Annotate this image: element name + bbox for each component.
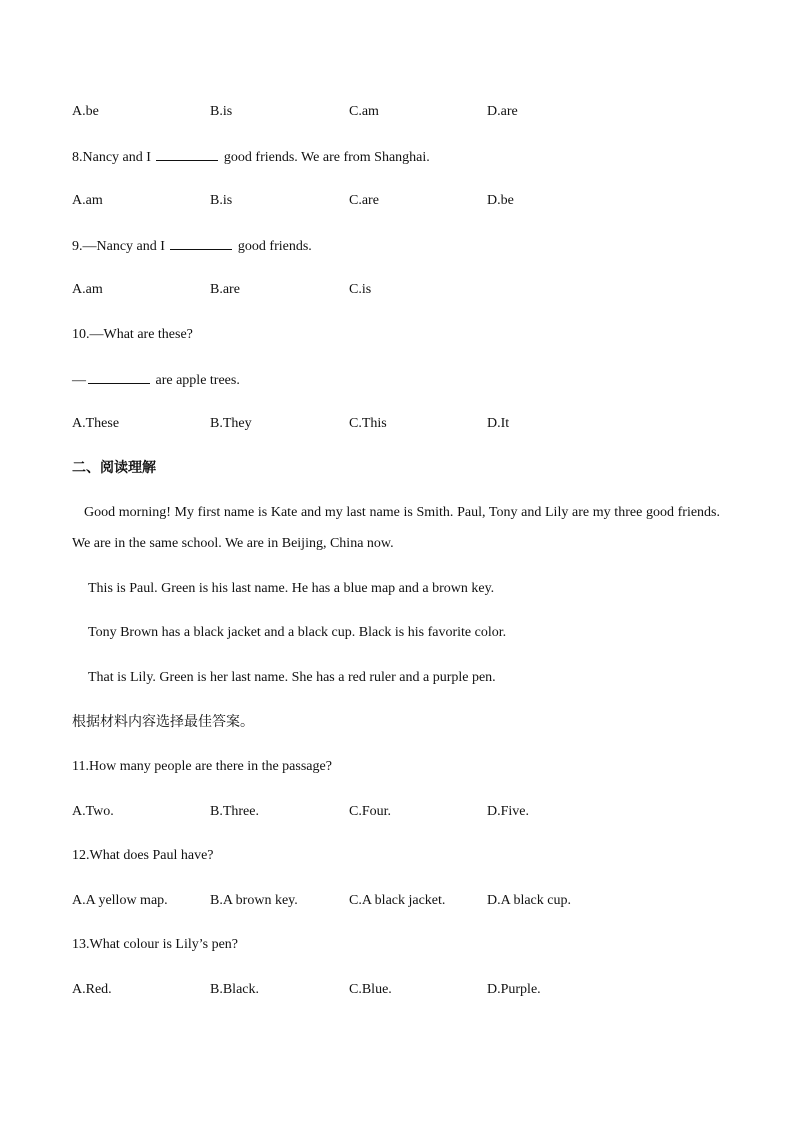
q8-question [72,148,430,167]
q9-option-c: C.is [349,282,372,297]
q9-question [72,237,312,256]
q7-option-c: C.am [349,104,379,119]
q11-option-a: A.Two. [72,804,114,819]
passage-paragraph-1: Good morning! My first name is Kate and my last name is Smith. Paul, Tony and Lily are my three good friends. We are in the same school. We are in Beijing, China now. [72,505,720,551]
q8-options [72,192,692,210]
q8-prefix: 8.Nancy and I [72,150,151,165]
q13-question: 13.What colour is Lily’s pen? [72,937,239,952]
q10-suffix: are apple trees. [155,373,240,388]
q9-option-b: B.are [210,282,240,297]
q12-option-a: A.A yellow map. [72,893,168,908]
q8-option-c: C.are [349,193,379,208]
reading-instruction: 根据材料内容选择最佳答案。 [72,714,254,730]
q13-option-b: B.Black. [210,982,259,997]
q13-option-d: D.Purple. [487,982,541,997]
q13-options [72,981,692,999]
q11-option-d: D.Five. [487,804,529,819]
q9-blank [170,237,232,250]
q9-prefix: 9.—Nancy and I [72,239,165,254]
q7-option-a: A.be [72,104,99,119]
q11-options [72,803,692,821]
q7-options [72,103,692,121]
q10-prefix: — [72,373,86,388]
q10-question: 10.—What are these? [72,327,193,342]
q7-option-d: D.are [487,104,518,119]
q8-blank [156,148,218,161]
q11-question: 11.How many people are there in the passage? [72,759,332,774]
q8-suffix: good friends. We are from Shanghai. [223,150,430,165]
q8-option-d: D.be [487,193,514,208]
q13-option-c: C.Blue. [349,982,392,997]
q11-option-b: B.Three. [210,804,259,819]
section-title-reading: 二、阅读理解 [72,460,156,476]
q8-option-a: A.am [72,193,103,208]
q8-option-b: B.is [210,193,233,208]
q13-option-a: A.Red. [72,982,112,997]
q12-options [72,892,692,910]
q10-option-d: D.It [487,416,510,431]
q10-option-b: B.They [210,416,252,431]
q10-answer-line [72,371,240,390]
passage-paragraph-4: That is Lily. Green is her last name. She has a red ruler and a purple pen. [88,670,496,685]
q11-option-c: C.Four. [349,804,392,819]
q12-option-d: D.A black cup. [487,893,571,908]
q10-option-c: C.This [349,416,387,431]
q10-options [72,415,692,433]
q9-option-a: A.am [72,282,103,297]
q12-option-c: C.A black jacket. [349,893,446,908]
q9-suffix: good friends. [237,239,312,254]
q9-options [72,281,692,299]
q10-blank [88,371,150,384]
q12-option-b: B.A brown key. [210,893,298,908]
passage-paragraph-3: Tony Brown has a black jacket and a black cup. Black is his favorite color. [88,625,507,640]
q7-option-b: B.is [210,104,233,119]
q12-question: 12.What does Paul have? [72,848,214,863]
q10-option-a: A.These [72,416,120,431]
passage-paragraph-2: This is Paul. Green is his last name. He has a blue map and a brown key. [88,581,495,596]
